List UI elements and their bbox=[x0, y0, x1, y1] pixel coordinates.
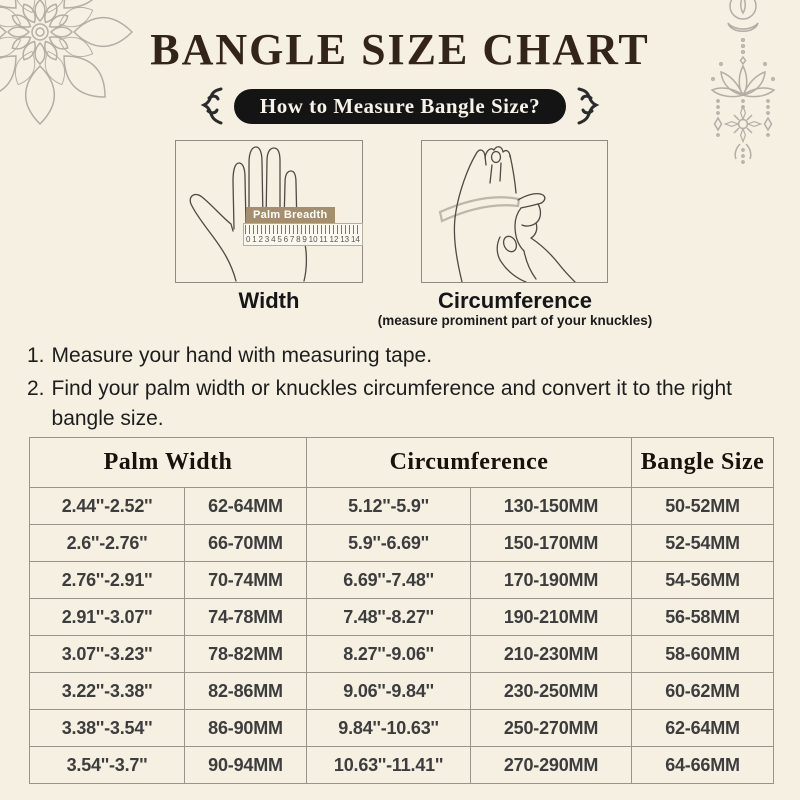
table-cell: 54-56MM bbox=[632, 562, 774, 599]
table-cell: 210-230MM bbox=[471, 636, 632, 673]
hands-measuring-icon bbox=[422, 141, 607, 282]
table-row bbox=[30, 636, 774, 673]
hand-width-illustration bbox=[175, 140, 363, 283]
table-cell: 86-90MM bbox=[185, 710, 307, 747]
page-title: BANGLE SIZE CHART bbox=[150, 25, 650, 74]
table-cell: 62-64MM bbox=[632, 710, 774, 747]
table-cell: 2.76''-2.91'' bbox=[30, 562, 185, 599]
table-cell: 190-210MM bbox=[471, 599, 632, 636]
ruler-number: 14 bbox=[350, 235, 360, 244]
table-cell: 230-250MM bbox=[471, 673, 632, 710]
table-cell: 64-66MM bbox=[632, 747, 774, 784]
ruler-number: 1 bbox=[252, 235, 257, 244]
table-row bbox=[30, 525, 774, 562]
table-cell: 3.38''-3.54'' bbox=[30, 710, 185, 747]
size-table bbox=[29, 437, 774, 784]
ruler-number: 9 bbox=[302, 235, 307, 244]
table-cell: 3.54''-3.7'' bbox=[30, 747, 185, 784]
table-cell: 3.07''-3.23'' bbox=[30, 636, 185, 673]
palm-breadth-tag: Palm Breadth bbox=[246, 207, 335, 223]
table-cell: 2.44''-2.52'' bbox=[30, 488, 185, 525]
ruler-number: 2 bbox=[258, 235, 263, 244]
table-row bbox=[30, 747, 774, 784]
table-cell: 78-82MM bbox=[185, 636, 307, 673]
width-caption: Width bbox=[238, 288, 300, 313]
table-row bbox=[30, 562, 774, 599]
table-cell: 130-150MM bbox=[471, 488, 632, 525]
table-cell: 56-58MM bbox=[632, 599, 774, 636]
table-cell: 9.84''-10.63'' bbox=[307, 710, 471, 747]
table-cell: 90-94MM bbox=[185, 747, 307, 784]
table-cell: 6.69''-7.48'' bbox=[307, 562, 471, 599]
table-row bbox=[30, 710, 774, 747]
ruler-number: 3 bbox=[264, 235, 270, 244]
banner-pill: How to Measure Bangle Size? bbox=[234, 89, 566, 124]
table-row bbox=[30, 599, 774, 636]
mandala-icon bbox=[0, 0, 150, 150]
circumference-caption: Circumference bbox=[437, 288, 593, 313]
instruction-number: 1. bbox=[27, 344, 45, 367]
header-palm-width: Palm Width bbox=[30, 438, 307, 488]
header-bangle-size: Bangle Size bbox=[632, 438, 774, 488]
instruction-text: Measure your hand with measuring tape. bbox=[51, 344, 433, 367]
instruction-item bbox=[27, 374, 774, 434]
size-table-body bbox=[30, 488, 774, 784]
table-cell: 9.06''-9.84'' bbox=[307, 673, 471, 710]
table-cell: 250-270MM bbox=[471, 710, 632, 747]
ruler-number: 4 bbox=[271, 235, 276, 244]
table-cell: 82-86MM bbox=[185, 673, 307, 710]
header-circumference: Circumference bbox=[307, 438, 632, 488]
table-cell: 70-74MM bbox=[185, 562, 307, 599]
table-row bbox=[30, 673, 774, 710]
ruler-number: 12 bbox=[329, 235, 339, 244]
instructions-list bbox=[27, 341, 774, 436]
table-cell: 74-78MM bbox=[185, 599, 307, 636]
flourish-left-icon bbox=[195, 85, 225, 127]
table-cell: 2.6''-2.76'' bbox=[30, 525, 185, 562]
ruler-number: 8 bbox=[296, 235, 301, 244]
table-cell: 50-52MM bbox=[632, 488, 774, 525]
ruler-ticks bbox=[245, 225, 361, 234]
ruler-number: 0 bbox=[246, 235, 251, 244]
table-cell: 60-62MM bbox=[632, 673, 774, 710]
flourish-right-icon bbox=[575, 85, 605, 127]
banner-row bbox=[0, 85, 800, 127]
measuring-tape bbox=[243, 209, 363, 246]
instruction-number: 2. bbox=[27, 376, 45, 400]
table-cell: 58-60MM bbox=[632, 636, 774, 673]
ruler-number: 10 bbox=[308, 235, 318, 244]
table-cell: 270-290MM bbox=[471, 747, 632, 784]
table-row bbox=[30, 488, 774, 525]
circumference-note: (measure prominent part of your knuckles) bbox=[377, 313, 653, 328]
ruler-number: 7 bbox=[289, 235, 295, 244]
instruction-item bbox=[27, 341, 774, 371]
table-cell: 170-190MM bbox=[471, 562, 632, 599]
table-cell: 8.27''-9.06'' bbox=[307, 636, 471, 673]
table-cell: 2.91''-3.07'' bbox=[30, 599, 185, 636]
table-cell: 3.22''-3.38'' bbox=[30, 673, 185, 710]
table-cell: 5.9''-6.69'' bbox=[307, 525, 471, 562]
ruler-number: 11 bbox=[319, 235, 328, 244]
table-cell: 62-64MM bbox=[185, 488, 307, 525]
hand-circumference-illustration bbox=[421, 140, 608, 283]
table-header-row bbox=[30, 438, 774, 488]
table-cell: 10.63''-11.41'' bbox=[307, 747, 471, 784]
table-cell: 5.12''-5.9'' bbox=[307, 488, 471, 525]
ruler-number: 5 bbox=[277, 235, 282, 244]
table-cell: 7.48''-8.27'' bbox=[307, 599, 471, 636]
instruction-text: Find your palm width or knuckles circumference and convert it to the right bangle size. bbox=[51, 376, 732, 430]
ruler-numbers bbox=[244, 234, 362, 245]
ruler-number: 13 bbox=[340, 235, 350, 244]
table-cell: 52-54MM bbox=[632, 525, 774, 562]
table-cell: 66-70MM bbox=[185, 525, 307, 562]
ruler-number: 6 bbox=[283, 235, 289, 244]
table-cell: 150-170MM bbox=[471, 525, 632, 562]
